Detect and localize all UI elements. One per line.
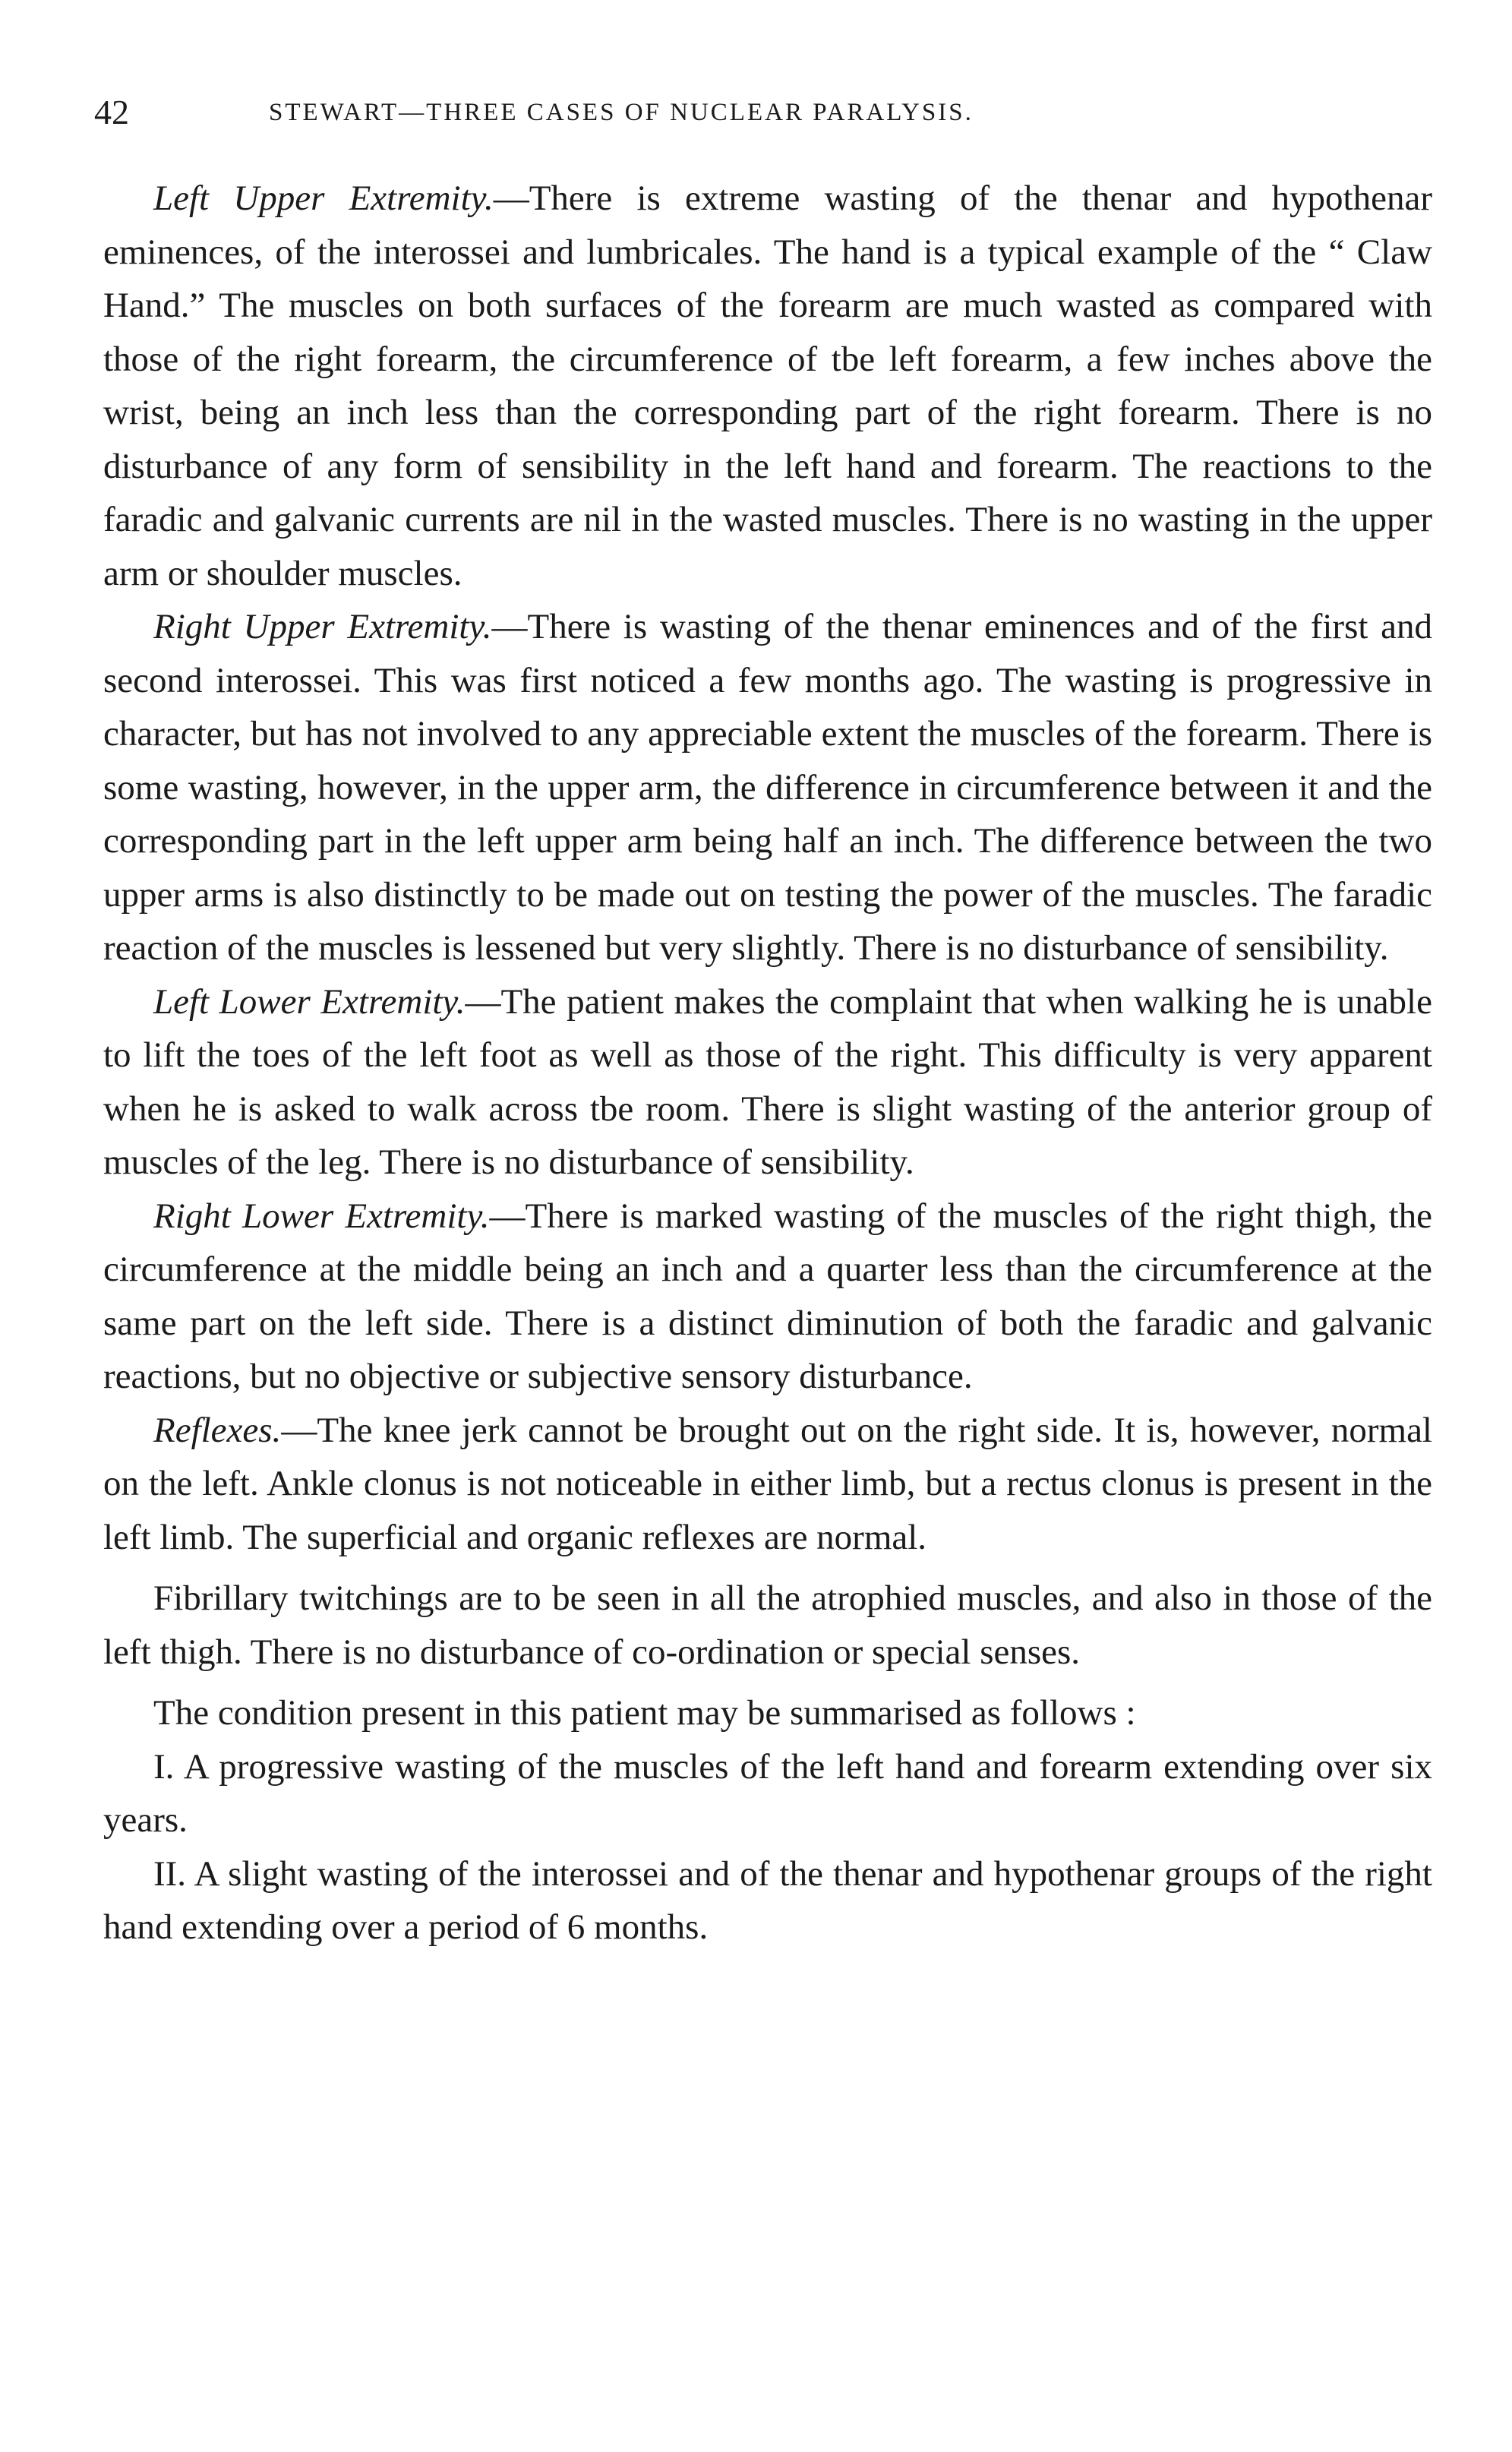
paragraph-right-upper-extremity — [103, 600, 1432, 975]
running-title: STEWART—THREE CASES OF NUCLEAR PARALYSIS. — [269, 99, 974, 126]
paragraph-text: I. A progressive wasting of the muscles of the left hand and forearm extending over six years. — [103, 1746, 1432, 1840]
paragraph-lead: Reflexes. — [153, 1410, 282, 1450]
paragraph-text: The condition present in this patient may be summarised as follows : — [153, 1693, 1136, 1733]
paragraph-lead: Left Upper Extremity. — [153, 179, 494, 218]
paragraph-lead: Right Upper Extremity. — [153, 607, 492, 646]
page-header — [94, 90, 1431, 135]
paragraph-left-lower-extremity — [103, 975, 1432, 1190]
paragraph-lead: Left Lower Extremity. — [153, 981, 466, 1022]
summary-item-2 — [103, 1847, 1432, 1954]
paragraph-text: —There is wasting of the thenar eminences and of the first and second interossei. This was first noticed a few months ago. The wasting is progressive in character, but has not involved to any appreciable extent the muscles of the forearm. There is some wasting, however, in the upper arm, the difference in circumference between it and the corresponding part in the left upper arm being half an inch. The difference between the two upper arms is also distinctly to be made out on testing the power of the muscles. The faradic reaction of the muscles is lessened but very slightly. There is no disturbance of sensibility. — [103, 607, 1433, 968]
paragraph-text: II. A slight wasting of the interossei and of the thenar and hypothenar groups of the right hand extending over a period of 6 months. — [103, 1853, 1432, 1947]
paragraph-text: Fibrillary twitchings are to be seen in all the atrophied muscles, and also in those of the left thigh. There is no disturbance of co-ordination or special senses. — [103, 1578, 1432, 1672]
paragraph-text: —There is extreme wasting of the thenar and hypothenar eminences, of the interossei and lumbricales. The hand is a typical example of the “ Claw Hand.” The muscles on both surfaces of the forearm are much wasted as compared with those of the right forearm, the circumference of tbe left forearm, a few inches above the wrist, being an inch less than the corresponding part of the right forearm. There is no disturbance of any form of sensibility in the left hand and forearm. The reactions to the faradic and galvanic currents are nil in the wasted muscles. There is no wasting in the upper arm or shoulder muscles. — [103, 179, 1432, 593]
paragraph-lead: Right Lower Extremity. — [153, 1196, 490, 1236]
paragraph-fibrillary-twitchings — [103, 1572, 1432, 1679]
paragraph-right-lower-extremity — [103, 1190, 1432, 1404]
body-text — [103, 172, 1432, 1954]
page-number: 42 — [94, 93, 129, 131]
paragraph-text: —The patient makes the complaint that when walking he is unable to lift the toes of the left foot as well as those of the right. This difficulty is very apparent when he is asked to walk across tbe room. There is slight wasting of the anterior group of muscles of the leg. There is no disturbance of sensibility. — [103, 981, 1432, 1182]
paragraph-reflexes — [103, 1404, 1432, 1565]
paragraph-text: —The knee jerk cannot be brought out on the right side. It is, however, normal on the left. Ankle clonus is not noticeable in either limb, but a rectus clonus is present in the left limb. The superficial and organic reflexes are normal. — [103, 1410, 1432, 1557]
paragraph-text: —There is marked wasting of the muscles of the right thigh, the circumference at the middle being an inch and a quarter less than the circumference at the same part on the left side. There is a distinct diminution of both the faradic and galvanic reactions, but no objective or subjective sensory disturbance. — [103, 1196, 1432, 1396]
paragraph-left-upper-extremity — [103, 172, 1432, 600]
paragraph-summary-intro — [103, 1686, 1432, 1740]
summary-item-1 — [103, 1740, 1432, 1847]
